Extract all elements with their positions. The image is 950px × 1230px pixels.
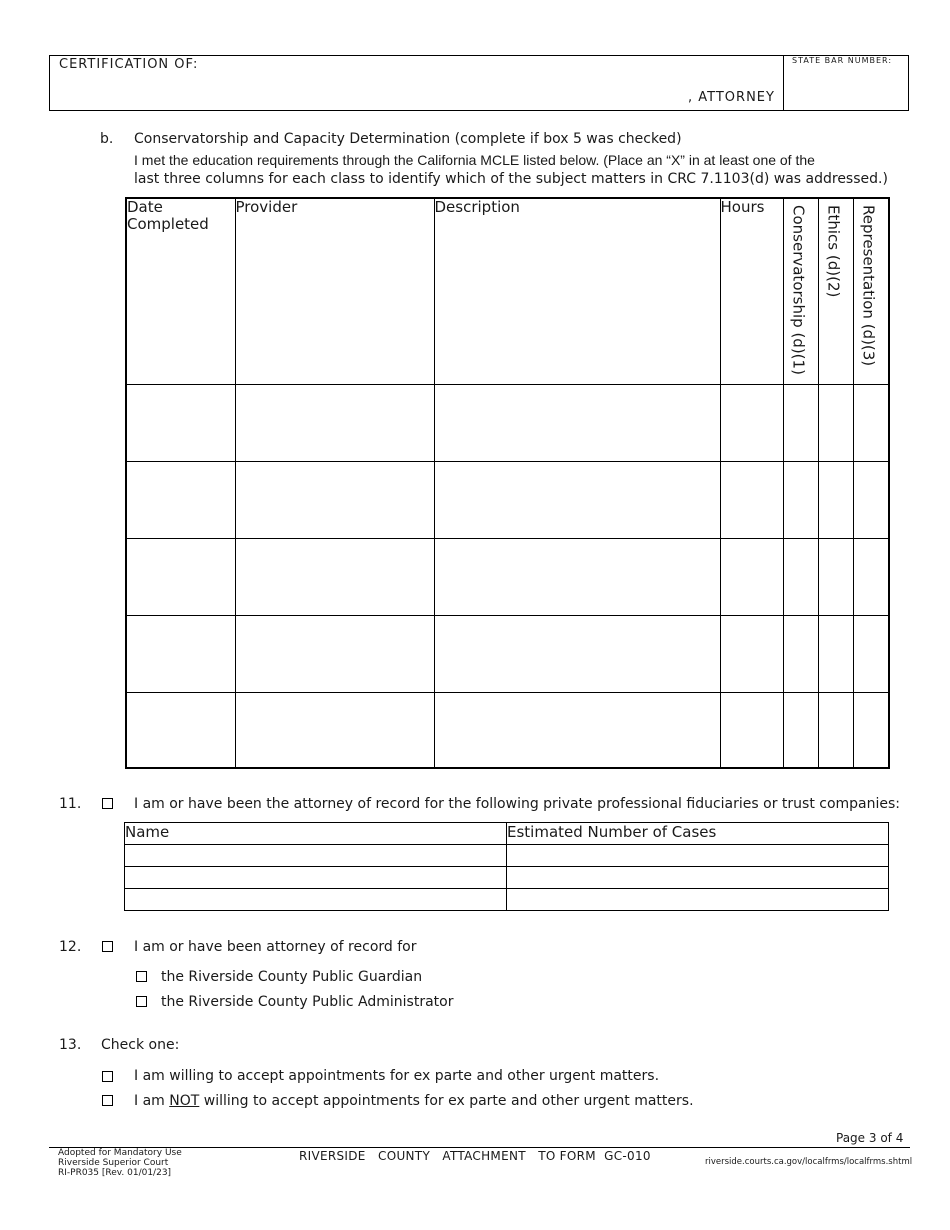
form-id: RI-PR035 [Rev. 01/01/23] — [58, 1168, 172, 1178]
public-administrator-label: the Riverside County Public Administrator — [161, 994, 454, 1010]
date-cell[interactable] — [126, 615, 235, 692]
table-row — [126, 692, 889, 768]
header-ethics: Ethics (d)(2) — [818, 198, 853, 384]
provider-cell[interactable] — [235, 461, 434, 538]
header-date-completed: Date Completed — [126, 198, 235, 384]
table-row — [126, 615, 889, 692]
public-administrator-checkbox[interactable] — [136, 996, 147, 1007]
provider-cell[interactable] — [235, 615, 434, 692]
table-row — [125, 889, 889, 911]
mcle-table — [125, 197, 890, 769]
representation-cell[interactable] — [853, 384, 889, 461]
table-row — [126, 538, 889, 615]
date-cell[interactable] — [126, 384, 235, 461]
date-cell[interactable] — [126, 538, 235, 615]
ethics-cell[interactable] — [818, 461, 853, 538]
cases-cell[interactable] — [507, 889, 889, 911]
cases-cell[interactable] — [507, 867, 889, 889]
hours-cell[interactable] — [720, 538, 783, 615]
adopted-label: Adopted for Mandatory Use — [58, 1148, 182, 1158]
representation-cell[interactable] — [853, 692, 889, 768]
date-cell[interactable] — [126, 692, 235, 768]
attorney-suffix: , ATTORNEY — [688, 90, 775, 105]
item-11-number: 11. — [59, 796, 82, 812]
description-cell[interactable] — [434, 538, 720, 615]
header-estimated-cases: Estimated Number of Cases — [507, 823, 889, 845]
section-b-instruction-1: I met the education requirements through the California MCLE listed below. (Place an “X” in at least one of the — [134, 152, 815, 168]
state-bar-label: STATE BAR NUMBER: — [792, 56, 893, 65]
item-13-number: 13. — [59, 1037, 82, 1053]
conservatorship-cell[interactable] — [783, 538, 818, 615]
header-representation: Representation (d)(3) — [853, 198, 889, 384]
fiduciary-name-cell[interactable] — [125, 889, 507, 911]
date-cell[interactable] — [126, 461, 235, 538]
representation-cell[interactable] — [853, 538, 889, 615]
public-guardian-label: the Riverside County Public Guardian — [161, 969, 423, 985]
mcle-header-row — [126, 198, 889, 384]
hours-cell[interactable] — [720, 384, 783, 461]
header-description: Description — [434, 198, 720, 384]
provider-cell[interactable] — [235, 538, 434, 615]
willing-label: I am willing to accept appointments for ex parte and other urgent matters. — [134, 1068, 660, 1084]
header-conservatorship: Conservatorship (d)(1) — [783, 198, 818, 384]
ethics-cell[interactable] — [818, 692, 853, 768]
hours-cell[interactable] — [720, 615, 783, 692]
header-hours: Hours — [720, 198, 783, 384]
cases-cell[interactable] — [507, 845, 889, 867]
description-cell[interactable] — [434, 692, 720, 768]
not-emphasis: NOT — [169, 1093, 200, 1109]
provider-cell[interactable] — [235, 384, 434, 461]
table-row — [125, 845, 889, 867]
not-willing-label: I am NOT willing to accept appointments for ex parte and other urgent matters. — [134, 1093, 694, 1109]
description-cell[interactable] — [434, 615, 720, 692]
fiduciaries-header-row — [125, 823, 889, 845]
item-12-number: 12. — [59, 939, 82, 955]
fiduciary-name-cell[interactable] — [125, 867, 507, 889]
hours-cell[interactable] — [720, 692, 783, 768]
section-b-letter: b. — [100, 131, 114, 147]
header-name: Name — [125, 823, 507, 845]
ethics-cell[interactable] — [818, 384, 853, 461]
item-13-text: Check one: — [101, 1037, 180, 1053]
item-11-checkbox[interactable] — [102, 798, 113, 809]
form-title: RIVERSIDE COUNTY ATTACHMENT TO FORM GC-010 — [299, 1149, 651, 1163]
table-row — [126, 384, 889, 461]
certification-box — [49, 55, 909, 111]
fiduciary-name-cell[interactable] — [125, 845, 507, 867]
cert-divider — [783, 56, 784, 110]
conservatorship-cell[interactable] — [783, 615, 818, 692]
representation-cell[interactable] — [853, 615, 889, 692]
conservatorship-cell[interactable] — [783, 692, 818, 768]
ethics-cell[interactable] — [818, 538, 853, 615]
public-guardian-checkbox[interactable] — [136, 971, 147, 982]
item-12-checkbox[interactable] — [102, 941, 113, 952]
item-11-text: I am or have been the attorney of record for the following private professional fiduciaries or trust companies: — [134, 796, 901, 812]
fiduciaries-table — [124, 822, 889, 911]
description-cell[interactable] — [434, 461, 720, 538]
court-url: riverside.courts.ca.gov/localfrms/localfrms.shtml — [705, 1157, 913, 1167]
willing-checkbox[interactable] — [102, 1071, 113, 1082]
item-12-text: I am or have been attorney of record for — [134, 939, 417, 955]
conservatorship-cell[interactable] — [783, 461, 818, 538]
ethics-cell[interactable] — [818, 615, 853, 692]
page-number: Page 3 of 4 — [836, 1131, 904, 1145]
table-row — [126, 461, 889, 538]
not-willing-checkbox[interactable] — [102, 1095, 113, 1106]
table-row — [125, 867, 889, 889]
description-cell[interactable] — [434, 384, 720, 461]
provider-cell[interactable] — [235, 692, 434, 768]
court-label: Riverside Superior Court — [58, 1158, 169, 1168]
attorney-name-input[interactable] — [240, 60, 764, 82]
conservatorship-cell[interactable] — [783, 384, 818, 461]
section-b-heading: Conservatorship and Capacity Determination (complete if box 5 was checked) — [134, 131, 682, 147]
hours-cell[interactable] — [720, 461, 783, 538]
representation-cell[interactable] — [853, 461, 889, 538]
state-bar-number-input[interactable] — [790, 76, 906, 106]
header-provider: Provider — [235, 198, 434, 384]
certification-label: CERTIFICATION OF: — [59, 57, 199, 72]
section-b-instruction-2: last three columns for each class to identify which of the subject matters in CRC 7.1103(d) was addressed.) — [134, 171, 888, 187]
